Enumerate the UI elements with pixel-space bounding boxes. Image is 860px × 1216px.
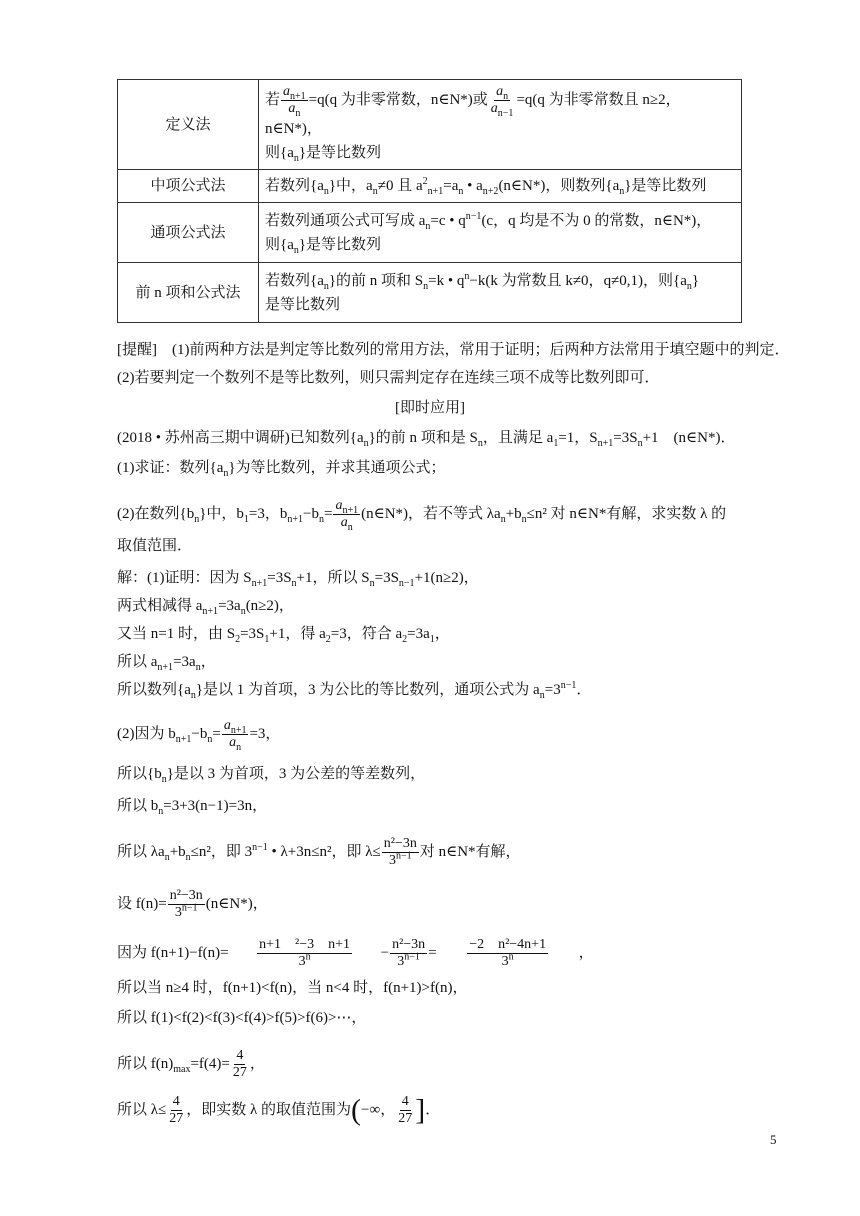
solution-line: 所以 $a_{n+1}=3a_n$， — [117, 654, 216, 673]
method-name: 通项公式法 — [118, 203, 259, 263]
solution-line: 所以 $\lambda a_n+b_n\le n^2$，即 $3^{n-1}$ • λ+3n≤n²，即 λ≤ $\frac{\text{n²−3n}}{3^{n-1}}$ 对 n∈N*有解， — [117, 836, 521, 868]
problem-statement: (2018 • 苏州高三期中调研)已知数列$\{a_n\}$的前 n 项和是 $S_n$，且满足 $a_1=1$，$S_{n+1}=3S_n+1$ (n∈N*)． — [117, 430, 736, 449]
question-1: (1)求证：数列$\{a_n\}$为等比数列，并求其通项公式； — [117, 460, 446, 479]
solution-line: 两式相减得 $a_{n+1}=3a_n(n\ge 2)$， — [117, 598, 294, 617]
question-2-cont: 取值范围． — [117, 538, 193, 554]
solution-line: 所以 λ≤ $\frac{4}{27}$ ，即实数 λ 的取值范围为(−∞， $\frac{4}{27}$ ]． — [117, 1093, 441, 1127]
solution-line: 又当 n=1 时，由 $S_2=3S_1+1$，得 $a_2=3$，符合 $a_2=3a_1$， — [117, 626, 450, 645]
solution-line: 所以$\{b_n\}$是以 3 为首项，3 为公差的等差数列， — [117, 766, 426, 785]
solution-line: 所以 $b_n=3+3(n-1)=3n$， — [117, 798, 268, 817]
question-2: (2)在数列$\{b_n\}$中，$b_1=3$，$b_{n+1}-b_n=$ $\frac{a_{n+1}}{a_n}$ (n∈N*)，若不等式 $\lambda a_n+b_n\le n^2$ 对 n∈N*有解，求实数 λ 的 — [117, 498, 727, 533]
tip-line-2: (2)若要判定一个数列不是等比数列，则只需判定存在连续三项不成等比数列即可． — [117, 370, 660, 386]
solution-line: 解：(1)证明：因为 $S_{n+1}=3S_n+1$，所以 $S_n=3S_{n-1}+1(n\ge 2)$， — [117, 570, 479, 589]
page-number: 5 — [770, 1132, 777, 1147]
method-name: 前 n 项和公式法 — [118, 263, 259, 323]
method-desc: 若数列$\{a_n\}$的前 n 项和 $S_n=k$ • $q^n-k(k$ 为常数且 k≠0，q≠0,1)，则$\{a_n\}$ 是等比数列 — [259, 263, 742, 323]
method-name: 中项公式法 — [118, 170, 259, 203]
solution-line: 所以数列$\{a_n\}$是以 1 为首项，3 为公比的等比数列，通项公式为 $a_n=3^{n-1}$． — [117, 680, 592, 701]
solution-line: 所以 f(1)<f(2)<f(3)<f(4)>f(5)>f(6)>⋯， — [117, 1010, 367, 1026]
tip-line-1: [提醒] (1)前两种方法是判定等比数列的常用方法，常用于证明；后两种方法常用于填空题中的判定． — [117, 342, 790, 358]
solution-line: (2)因为 $b_{n+1}-b_n=$ $\frac{a_{n+1}}{a_n}$ =3， — [117, 718, 281, 753]
method-table — [117, 79, 742, 323]
solution-line: 因为 f(n+1)−f(n)= $\frac{\text{n+1 ²−3 n+1}}{3^n}$ − $\frac{\text{n²−3n}}{3^{n-1}}$ = $\frac{\text{−2 n²−4n+1}}{3^n}$ ， — [117, 937, 594, 969]
solution-line: 所以 $f(n)_{max}=f(4)=$ $\frac{4}{27}$ ， — [117, 1048, 265, 1080]
method-desc: 若 $\frac{a_{n+1}}{a_n}$ =q(q 为非零常数，n∈N*)或 $\frac{a_n}{a_{n-1}}$ =q(q 为非零常数且 n≥2，n∈N*)， 则$\{a_n\}$是等比数列 — [259, 80, 742, 170]
method-desc: 若数列$\{a_n\}$中，$a_n\ne 0$ 且 $a^2_{n+1}=a_n$ • $a_{n+2}(n\in N*)$，则数列$\{a_n\}$是等比数列 — [259, 170, 742, 203]
solution-line: 所以当 n≥4 时，f(n+1)<f(n)，当 n<4 时，f(n+1)>f(n)， — [117, 980, 468, 996]
method-desc: 若数列通项公式可写成 $a_n=c$ • $q^{n-1}(c$，q 均是不为 0 的常数，n∈N*)， 则$\{a_n\}$是等比数列 — [259, 203, 742, 263]
method-name: 定义法 — [118, 80, 259, 170]
solution-line: 设 f(n)= $\frac{\text{n²−3n}}{3^{n-1}}$ (n∈N*)， — [117, 888, 268, 920]
section-title: [即时应用] — [395, 400, 465, 416]
